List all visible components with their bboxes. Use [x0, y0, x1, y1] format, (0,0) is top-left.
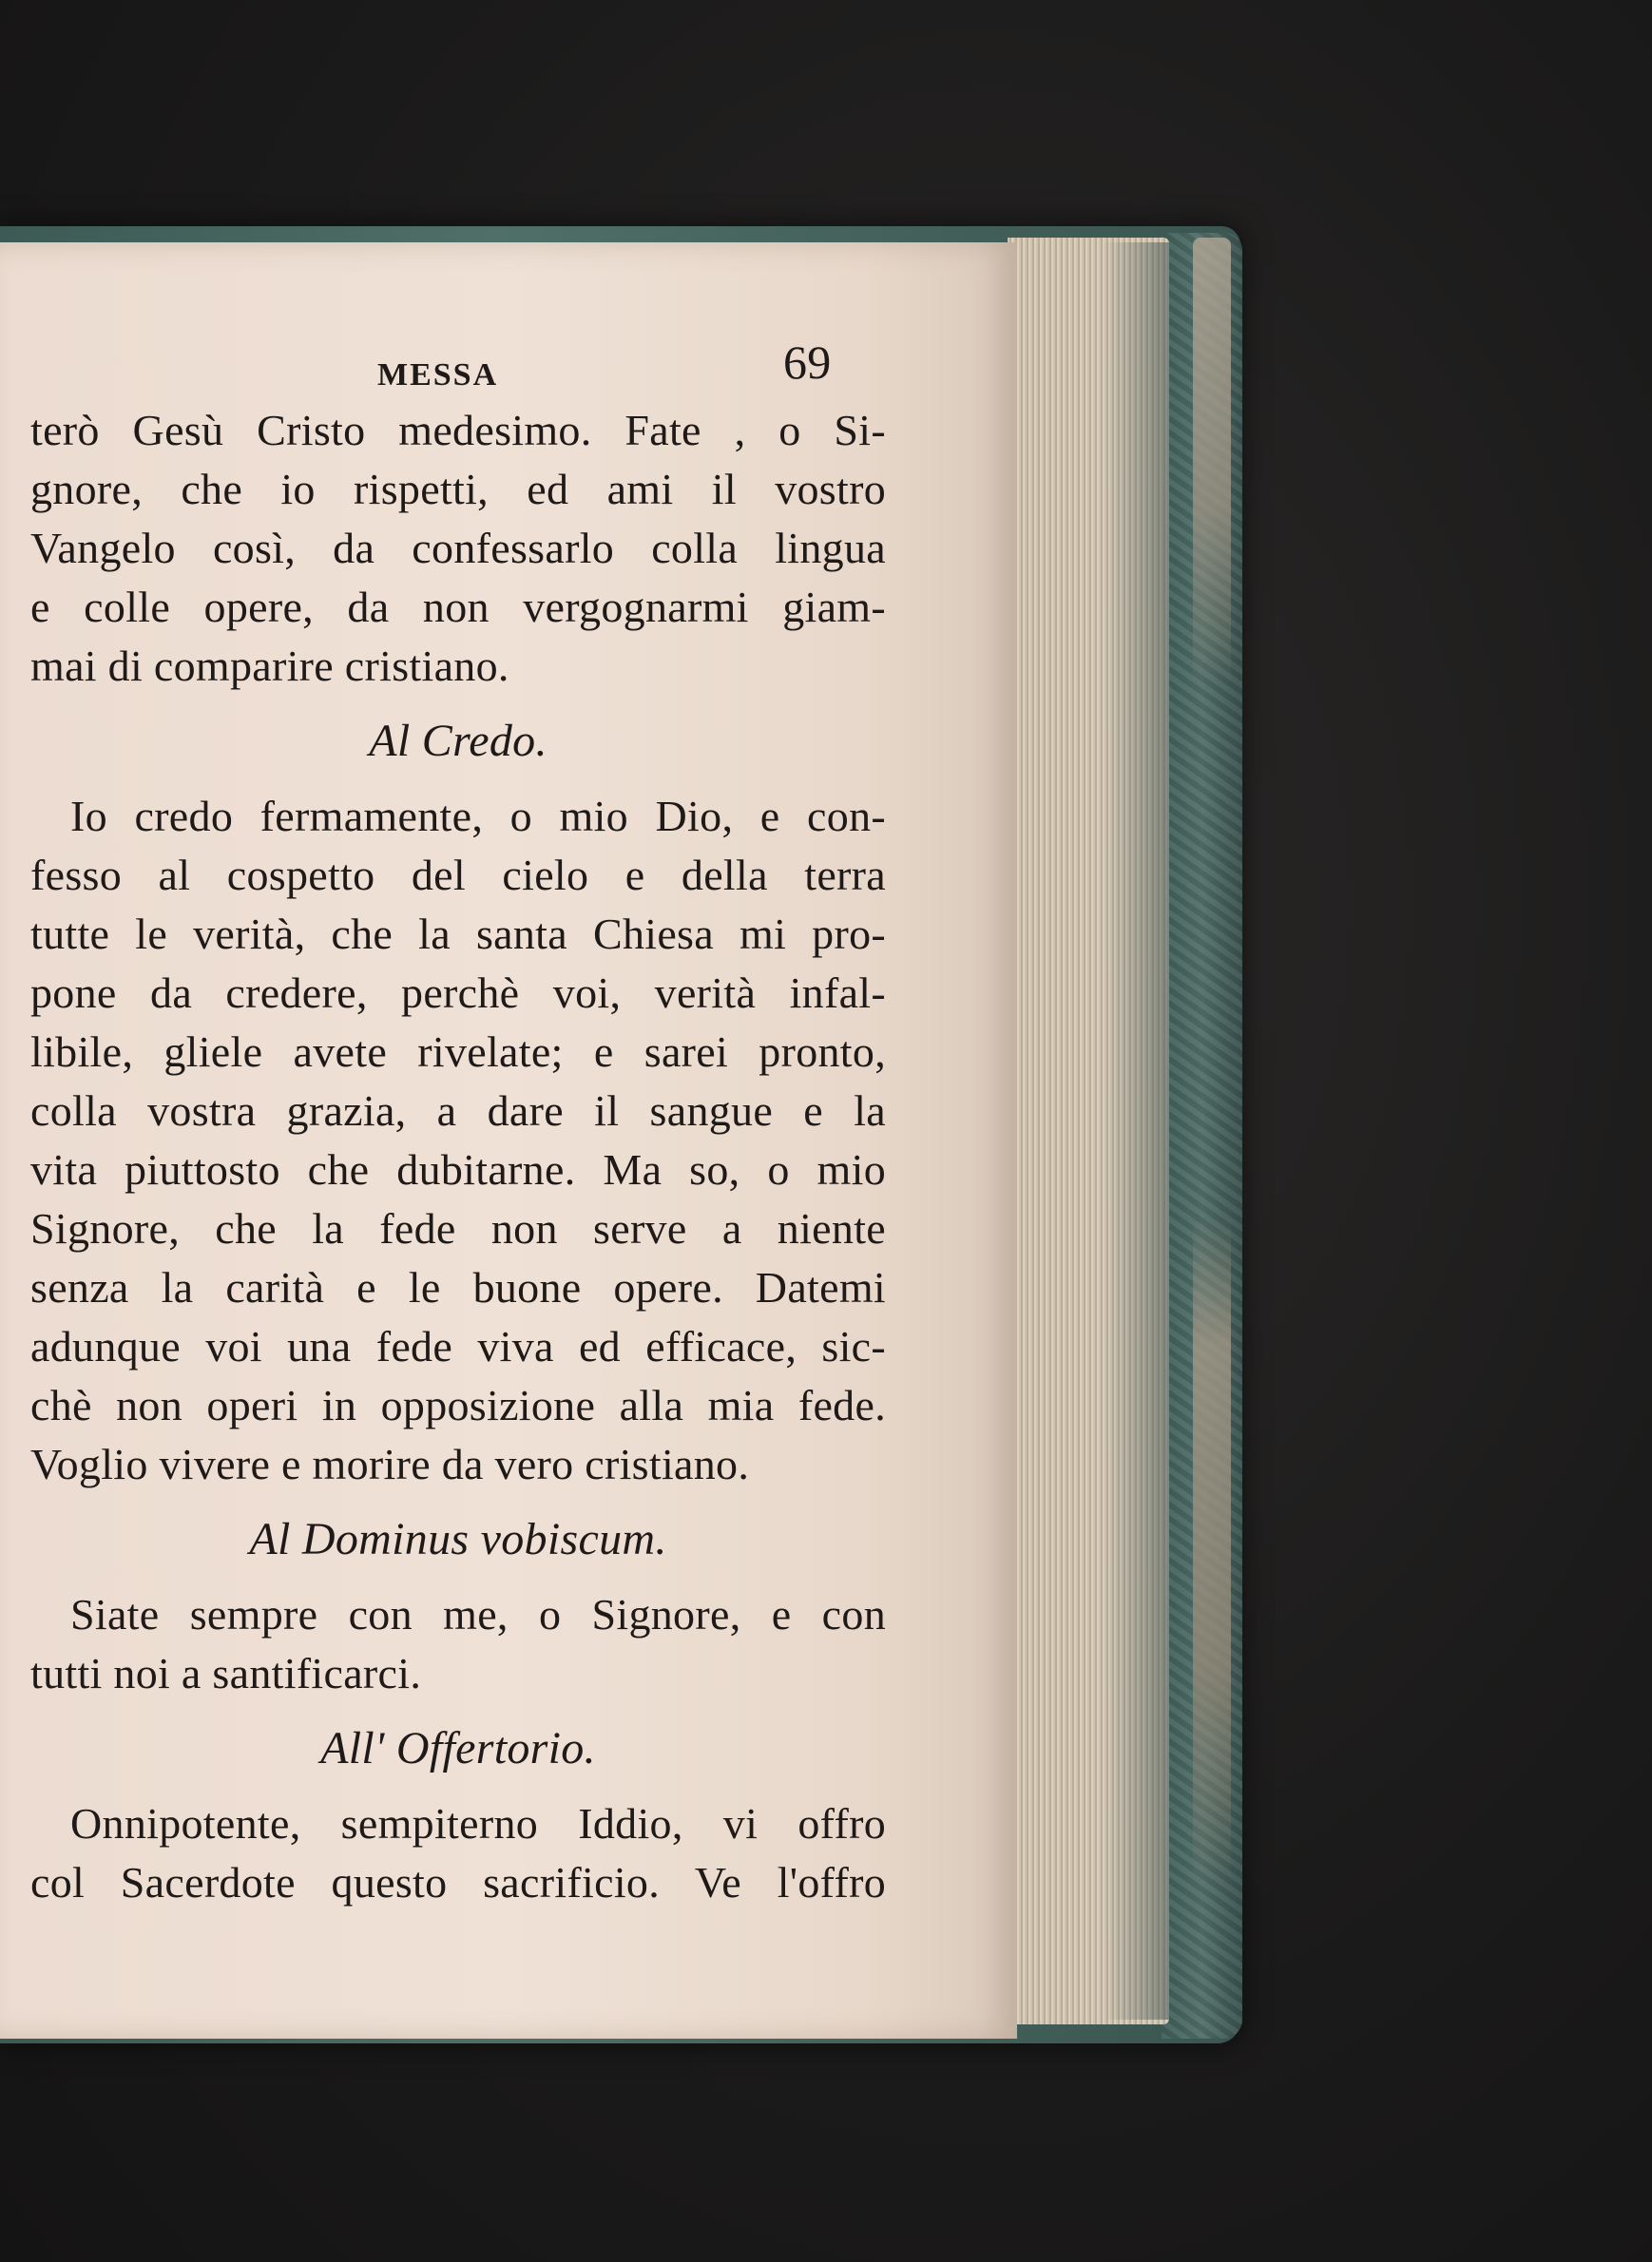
text-line: vita piuttosto che dubitarne. Ma so, o mio [30, 1145, 886, 1194]
text-line: terò Gesù Cristo medesimo. Fate , o Si- [30, 406, 886, 454]
text-line: pone da credere, perchè voi, verità infal- [30, 968, 886, 1017]
page-number: 69 [783, 335, 832, 389]
section-heading-credo: Al Credo. [369, 716, 547, 766]
text-line: fesso al cospetto del cielo e della terra [30, 851, 886, 899]
running-head-title: MESSA [377, 357, 499, 393]
text-line: libile, gliele avete rivelate; e sarei pronto, [30, 1027, 886, 1076]
paragraph-dominus-vobiscum [30, 1585, 886, 1703]
text-line: Siate sempre con me, o Signore, e con [70, 1590, 886, 1639]
text-line: colla vostra grazia, a dare il sangue e la [30, 1086, 886, 1135]
text-line: Vangelo così, da confessarlo colla lingua [30, 524, 886, 572]
text-line: senza la carità e le buone opere. Datemi [30, 1263, 886, 1312]
text-line: gnore, che io rispetti, ed ami il vostro [30, 465, 886, 513]
text-line: col Sacerdote questo sacrificio. Ve l'offro [30, 1858, 886, 1907]
paragraph-credo [30, 787, 886, 1494]
text-line: Voglio vivere e morire da vero cristiano. [30, 1440, 750, 1488]
section-heading-offertorio: All' Offertorio. [320, 1723, 596, 1773]
section-heading-dominus-vobiscum: Al Dominus vobiscum. [249, 1514, 667, 1564]
text-line: adunque voi una fede viva ed efficace, sic- [30, 1322, 886, 1371]
cover-wear-marks [1193, 238, 1231, 2024]
text-line: mai di comparire cristiano. [30, 642, 509, 690]
running-head [30, 335, 886, 397]
text-line: e colle opere, da non vergognarmi giam- [30, 583, 886, 631]
text-line: tutti noi a santificarci. [30, 1649, 422, 1697]
text-line: chè non operi in opposizione alla mia fede. [30, 1381, 886, 1429]
page-body [30, 401, 886, 1912]
page-block-shadow [1103, 242, 1169, 2020]
text-line: tutte le verità, che la santa Chiesa mi pro- [30, 910, 886, 958]
paragraph-offertorio [30, 1794, 886, 1912]
paragraph-continuation [30, 401, 886, 696]
text-line: Io credo fermamente, o mio Dio, e con- [70, 792, 886, 840]
text-line: Onnipotente, sempiterno Iddio, vi offro [70, 1799, 886, 1848]
text-line: Signore, che la fede non serve a niente [30, 1204, 886, 1253]
